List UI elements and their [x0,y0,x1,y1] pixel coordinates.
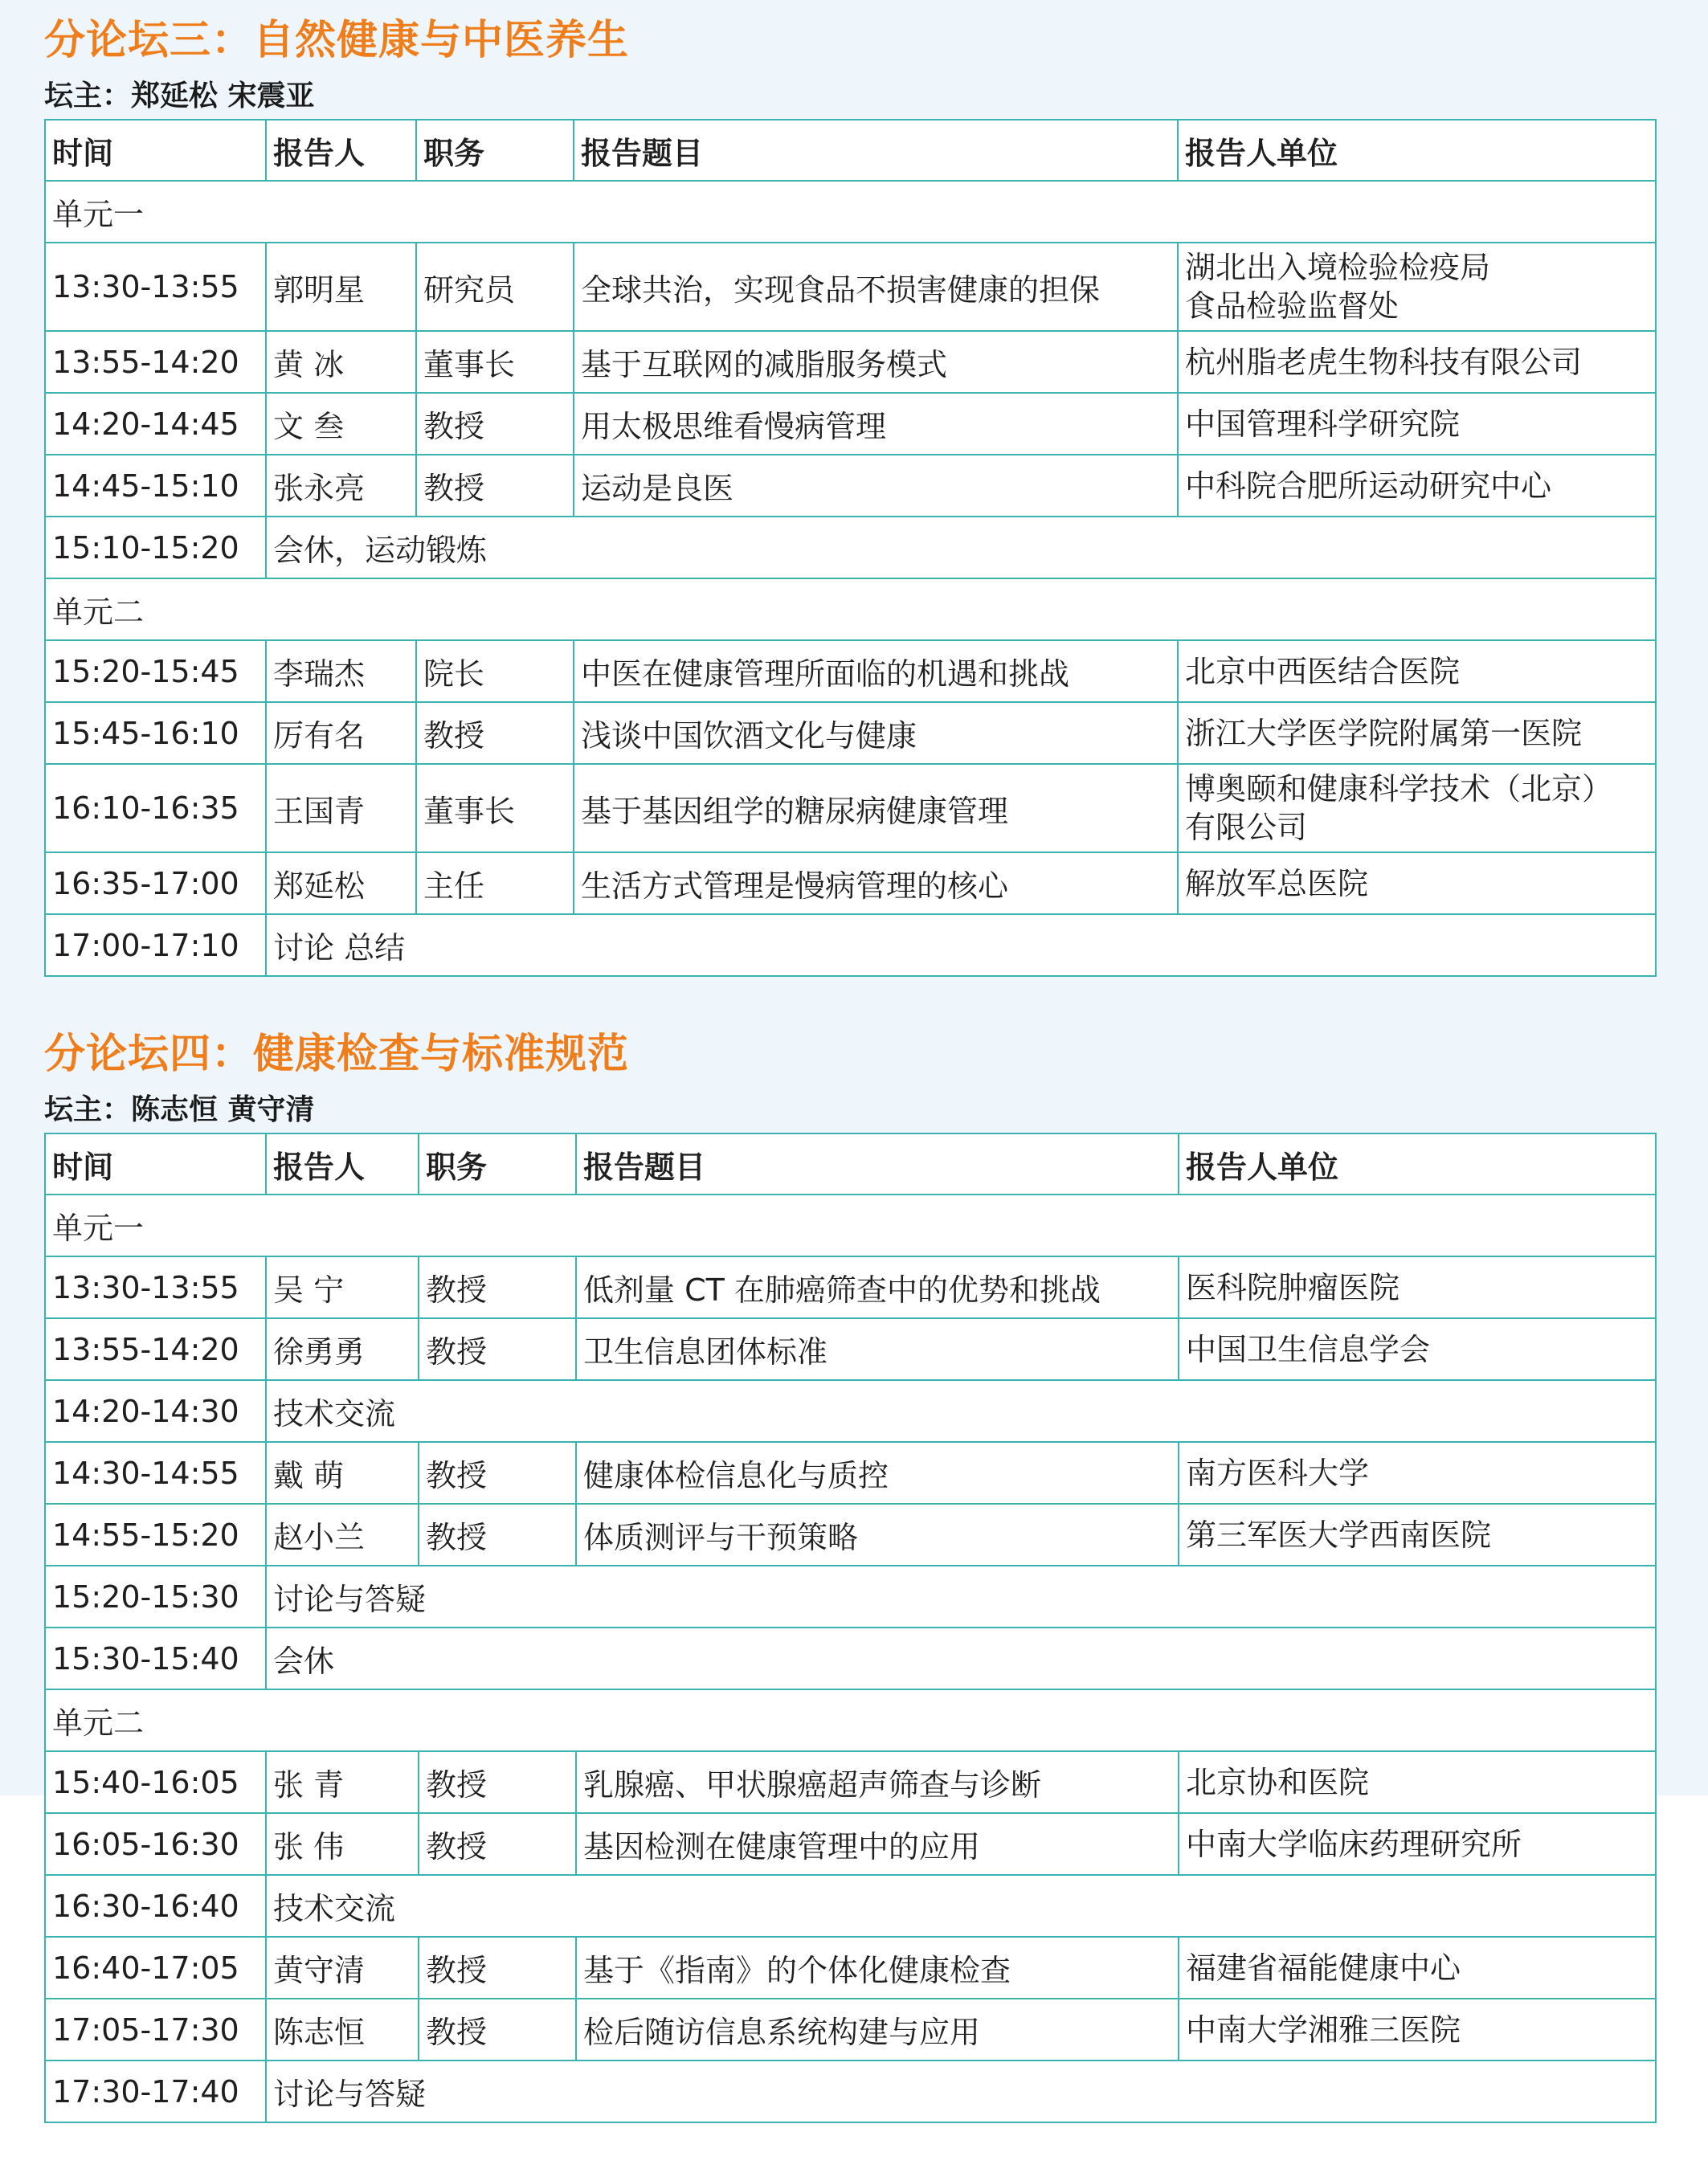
break-row [45,914,1656,976]
time-cell: 13:30-13:55 [45,243,266,331]
talk-row [45,331,1656,393]
time-cell: 16:30-16:40 [45,1875,266,1937]
topic-cell: 浅谈中国饮酒文化与健康 [574,702,1178,764]
break-row [45,1875,1656,1937]
role-cell: 教授 [419,1751,576,1813]
org-line: 有限公司 [1185,810,1308,845]
header-topic: 报告题目 [574,120,1178,181]
topic-cell: 卫生信息团体标准 [576,1318,1179,1380]
time-cell: 16:40-17:05 [45,1937,266,1999]
time-cell: 14:20-14:30 [45,1380,266,1442]
speaker-cell: 厉有名 [266,702,416,764]
topic-cell: 全球共治，实现食品不损害健康的担保 [574,243,1178,331]
speaker-cell: 郭明星 [266,243,416,331]
session-note: 技术交流 [266,1380,1656,1442]
unit-label: 单元二 [45,1689,1656,1751]
header-speaker: 报告人 [266,1133,419,1195]
unit-row [45,578,1656,640]
role-cell: 研究员 [416,243,574,331]
session-note: 会休，运动锻炼 [266,517,1656,578]
time-cell: 17:00-17:10 [45,914,266,976]
time-cell: 14:30-14:55 [45,1442,266,1504]
session-note: 技术交流 [266,1875,1656,1937]
agenda-table [44,1133,1657,2123]
speaker-cell: 张 青 [266,1751,419,1813]
header-org: 报告人单位 [1179,1133,1656,1195]
time-cell: 13:30-13:55 [45,1256,266,1318]
talk-row [45,243,1656,331]
time-cell: 17:30-17:40 [45,2061,266,2122]
org-cell [1178,640,1656,702]
role-cell: 教授 [419,1813,576,1875]
speaker-cell: 赵小兰 [266,1504,419,1566]
time-cell: 16:05-16:30 [45,1813,266,1875]
topic-cell: 检后随访信息系统构建与应用 [576,1999,1179,2061]
org-cell [1179,1442,1656,1504]
role-cell: 主任 [416,852,574,914]
table-header-row [45,120,1656,181]
topic-cell: 基于基因组学的糖尿病健康管理 [574,764,1178,852]
forum-title: 分论坛三：自然健康与中医养生 [44,17,630,64]
topic-cell: 基于互联网的减脂服务模式 [574,331,1178,393]
header-time: 时间 [45,1133,266,1195]
talk-row [45,393,1656,455]
unit-label: 单元一 [45,1195,1656,1256]
role-cell: 院长 [416,640,574,702]
talk-row [45,1442,1656,1504]
time-cell: 14:55-15:20 [45,1504,266,1566]
role-cell: 教授 [419,1318,576,1380]
speaker-cell: 郑延松 [266,852,416,914]
topic-cell: 中医在健康管理所面临的机遇和挑战 [574,640,1178,702]
org-line: 中南大学临床药理研究所 [1186,1826,1522,1862]
org-line: 中国管理科学研究院 [1185,406,1461,442]
org-line: 博奥颐和健康科学技术（北京） [1185,771,1613,807]
forum-three [44,8,1655,977]
speaker-cell: 吴 宁 [266,1256,419,1318]
forum-title: 分论坛四：健康检查与标准规范 [44,1031,630,1078]
org-cell [1179,1504,1656,1566]
role-cell: 教授 [419,1256,576,1318]
header-topic: 报告题目 [576,1133,1179,1195]
break-row [45,1380,1656,1442]
role-cell: 教授 [419,1937,576,1999]
talk-row [45,764,1656,852]
org-cell [1178,852,1656,914]
talk-row [45,1999,1656,2061]
org-line: 北京协和医院 [1186,1764,1370,1800]
unit-row [45,1689,1656,1751]
forum-four [44,1022,1655,2123]
talk-row [45,1256,1656,1318]
speaker-cell: 张永亮 [266,455,416,517]
org-line: 中科院合肥所运动研究中心 [1185,468,1552,504]
header-role: 职务 [419,1133,576,1195]
time-cell: 15:20-15:45 [45,640,266,702]
session-note: 讨论与答疑 [266,1566,1656,1628]
org-line: 福建省福能健康中心 [1186,1950,1461,1986]
time-cell: 15:40-16:05 [45,1751,266,1813]
org-line: 医科院肿瘤医院 [1186,1269,1400,1305]
org-line: 第三军医大学西南医院 [1186,1517,1492,1553]
time-cell: 17:05-17:30 [45,1999,266,2061]
talk-row [45,455,1656,517]
time-cell: 13:55-14:20 [45,331,266,393]
speaker-cell: 黄守清 [266,1937,419,1999]
time-cell: 16:35-17:00 [45,852,266,914]
role-cell: 教授 [416,455,574,517]
time-cell: 15:30-15:40 [45,1628,266,1689]
topic-cell: 用太极思维看慢病管理 [574,393,1178,455]
org-cell [1179,1751,1656,1813]
org-line: 湖北出入境检验检疫局 [1185,250,1491,285]
talk-row [45,1318,1656,1380]
org-line: 中国卫生信息学会 [1186,1331,1431,1367]
talk-row [45,1813,1656,1875]
talk-row [45,1504,1656,1566]
speaker-cell: 文 叁 [266,393,416,455]
header-time: 时间 [45,120,266,181]
topic-cell: 运动是良医 [574,455,1178,517]
unit-row [45,181,1656,243]
header-role: 职务 [416,120,574,181]
talk-row [45,702,1656,764]
time-cell: 14:20-14:45 [45,393,266,455]
role-cell: 教授 [419,1442,576,1504]
role-cell: 董事长 [416,331,574,393]
org-cell [1178,331,1656,393]
org-cell [1178,764,1656,852]
org-cell [1179,1813,1656,1875]
org-cell [1178,702,1656,764]
role-cell: 教授 [416,393,574,455]
break-row [45,1628,1656,1689]
time-cell: 16:10-16:35 [45,764,266,852]
time-cell: 15:20-15:30 [45,1566,266,1628]
speaker-cell: 徐勇勇 [266,1318,419,1380]
topic-cell: 生活方式管理是慢病管理的核心 [574,852,1178,914]
speaker-cell: 陈志恒 [266,1999,419,2061]
org-cell [1178,455,1656,517]
table-header-row [45,1133,1656,1195]
role-cell: 教授 [419,1504,576,1566]
session-note: 讨论 总结 [266,914,1656,976]
time-cell: 15:10-15:20 [45,517,266,578]
forum-hosts: 坛主：郑延松 宋震亚 [44,80,315,112]
org-cell [1178,393,1656,455]
org-cell [1179,1937,1656,1999]
org-line: 北京中西医结合医院 [1185,653,1461,689]
topic-cell: 健康体检信息化与质控 [576,1442,1179,1504]
speaker-cell: 戴 萌 [266,1442,419,1504]
time-cell: 15:45-16:10 [45,702,266,764]
talk-row [45,1937,1656,1999]
org-line: 南方医科大学 [1186,1455,1370,1491]
org-line: 中南大学湘雅三医院 [1186,2012,1461,2048]
header-speaker: 报告人 [266,120,416,181]
topic-cell: 体质测评与干预策略 [576,1504,1179,1566]
forum-hosts: 坛主：陈志恒 黄守清 [44,1093,315,1126]
speaker-cell: 王国青 [266,764,416,852]
topic-cell: 低剂量 CT 在肺癌筛查中的优势和挑战 [576,1256,1179,1318]
org-cell [1178,243,1656,331]
talk-row [45,852,1656,914]
org-line: 浙江大学医学院附属第一医院 [1185,715,1583,751]
role-cell: 董事长 [416,764,574,852]
session-note: 讨论与答疑 [266,2061,1656,2122]
unit-label: 单元二 [45,578,1656,640]
topic-cell: 基于《指南》的个体化健康检查 [576,1937,1179,1999]
org-line: 食品检验监督处 [1185,288,1399,324]
unit-label: 单元一 [45,181,1656,243]
org-cell [1179,1318,1656,1380]
agenda-table [44,119,1657,977]
speaker-cell: 张 伟 [266,1813,419,1875]
unit-row [45,1195,1656,1256]
org-line: 解放军总医院 [1185,865,1369,901]
role-cell: 教授 [416,702,574,764]
talk-row [45,1751,1656,1813]
speaker-cell: 李瑞杰 [266,640,416,702]
time-cell: 14:45-15:10 [45,455,266,517]
session-note: 会休 [266,1628,1656,1689]
break-row [45,1566,1656,1628]
time-cell: 13:55-14:20 [45,1318,266,1380]
org-cell [1179,1999,1656,2061]
topic-cell: 乳腺癌、甲状腺癌超声筛查与诊断 [576,1751,1179,1813]
break-row [45,517,1656,578]
break-row [45,2061,1656,2122]
speaker-cell: 黄 冰 [266,331,416,393]
talk-row [45,640,1656,702]
org-line: 杭州脂老虎生物科技有限公司 [1185,344,1583,380]
org-cell [1179,1256,1656,1318]
topic-cell: 基因检测在健康管理中的应用 [576,1813,1179,1875]
role-cell: 教授 [419,1999,576,2061]
header-org: 报告人单位 [1178,120,1656,181]
